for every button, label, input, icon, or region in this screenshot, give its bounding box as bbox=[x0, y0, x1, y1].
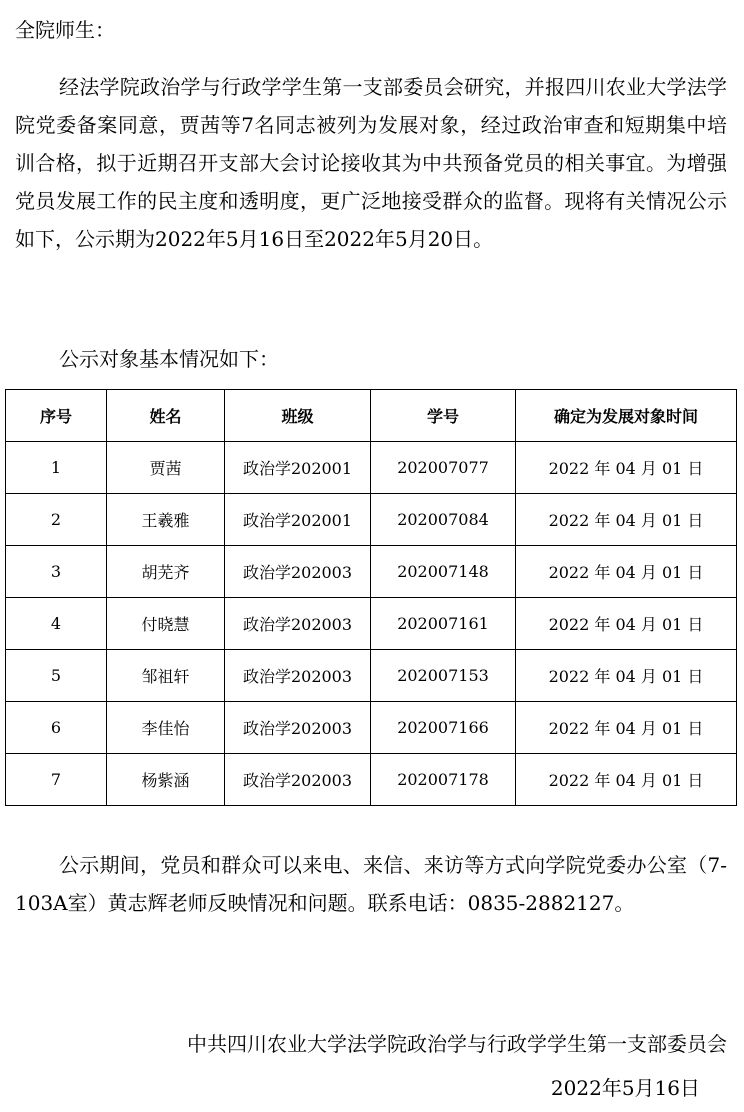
candidate-table bbox=[5, 389, 737, 806]
cell-date: 2022 年 04 月 01 日 bbox=[516, 546, 737, 598]
table-row bbox=[6, 702, 737, 754]
cell-date: 2022 年 04 月 01 日 bbox=[516, 442, 737, 494]
table-row bbox=[6, 442, 737, 494]
cell-name: 邹祖轩 bbox=[107, 650, 225, 702]
signature-date: 2022年5月16日 bbox=[550, 1076, 700, 1100]
cell-name: 胡芜齐 bbox=[107, 546, 225, 598]
cell-name: 李佳怡 bbox=[107, 702, 225, 754]
cell-index: 5 bbox=[6, 650, 107, 702]
table-row bbox=[6, 598, 737, 650]
header-name: 姓名 bbox=[107, 390, 225, 442]
intro-paragraph: 经法学院政治学与行政学学生第一支部委员会研究，并报四川农业大学法学院党委备案同意，贾茜等7名同志被列为发展对象，经过政治审查和短期集中培训合格，拟于近期召开支部大会讨论接收其为中共预备党员的相关事宜。为增强党员发展工作的民主度和透明度，更广泛地接受群众的监督。现将有关情况公示如下，公示期为2022年5月16日至2022年5月20日。 bbox=[15, 75, 727, 251]
cell-student-id: 202007148 bbox=[371, 546, 516, 598]
cell-name: 王羲雅 bbox=[107, 494, 225, 546]
cell-class: 政治学202003 bbox=[225, 598, 371, 650]
cell-index: 6 bbox=[6, 702, 107, 754]
cell-index: 2 bbox=[6, 494, 107, 546]
cell-index: 1 bbox=[6, 442, 107, 494]
cell-class: 政治学202003 bbox=[225, 546, 371, 598]
header-class: 班级 bbox=[225, 390, 371, 442]
cell-name: 贾茜 bbox=[107, 442, 225, 494]
cell-class: 政治学202003 bbox=[225, 754, 371, 806]
cell-date: 2022 年 04 月 01 日 bbox=[516, 494, 737, 546]
cell-student-id: 202007178 bbox=[371, 754, 516, 806]
cell-class: 政治学202001 bbox=[225, 494, 371, 546]
table-row bbox=[6, 650, 737, 702]
contact-paragraph: 公示期间，党员和群众可以来电、来信、来访等方式向学院党委办公室（7-103A室）黄志辉老师反映情况和问题。联系电话：0835-2882127。 bbox=[15, 853, 727, 915]
cell-student-id: 202007153 bbox=[371, 650, 516, 702]
cell-index: 4 bbox=[6, 598, 107, 650]
table-row bbox=[6, 754, 737, 806]
table-row bbox=[6, 494, 737, 546]
cell-name: 付晓慧 bbox=[107, 598, 225, 650]
cell-class: 政治学202003 bbox=[225, 650, 371, 702]
cell-student-id: 202007161 bbox=[371, 598, 516, 650]
signer: 中共四川农业大学法学院政治学与行政学学生第一支部委员会 bbox=[187, 1032, 727, 1056]
cell-index: 7 bbox=[6, 754, 107, 806]
cell-class: 政治学202001 bbox=[225, 442, 371, 494]
salutation: 全院师生： bbox=[15, 18, 115, 42]
cell-date: 2022 年 04 月 01 日 bbox=[516, 754, 737, 806]
cell-student-id: 202007166 bbox=[371, 702, 516, 754]
cell-date: 2022 年 04 月 01 日 bbox=[516, 650, 737, 702]
cell-name: 杨紫涵 bbox=[107, 754, 225, 806]
table-header-row bbox=[6, 390, 737, 442]
cell-date: 2022 年 04 月 01 日 bbox=[516, 702, 737, 754]
header-index: 序号 bbox=[6, 390, 107, 442]
cell-student-id: 202007077 bbox=[371, 442, 516, 494]
cell-index: 3 bbox=[6, 546, 107, 598]
table-intro-paragraph: 公示对象基本情况如下： bbox=[59, 347, 279, 371]
cell-date: 2022 年 04 月 01 日 bbox=[516, 598, 737, 650]
table-row bbox=[6, 546, 737, 598]
cell-student-id: 202007084 bbox=[371, 494, 516, 546]
header-student-id: 学号 bbox=[371, 390, 516, 442]
header-date: 确定为发展对象时间 bbox=[516, 390, 737, 442]
cell-class: 政治学202003 bbox=[225, 702, 371, 754]
